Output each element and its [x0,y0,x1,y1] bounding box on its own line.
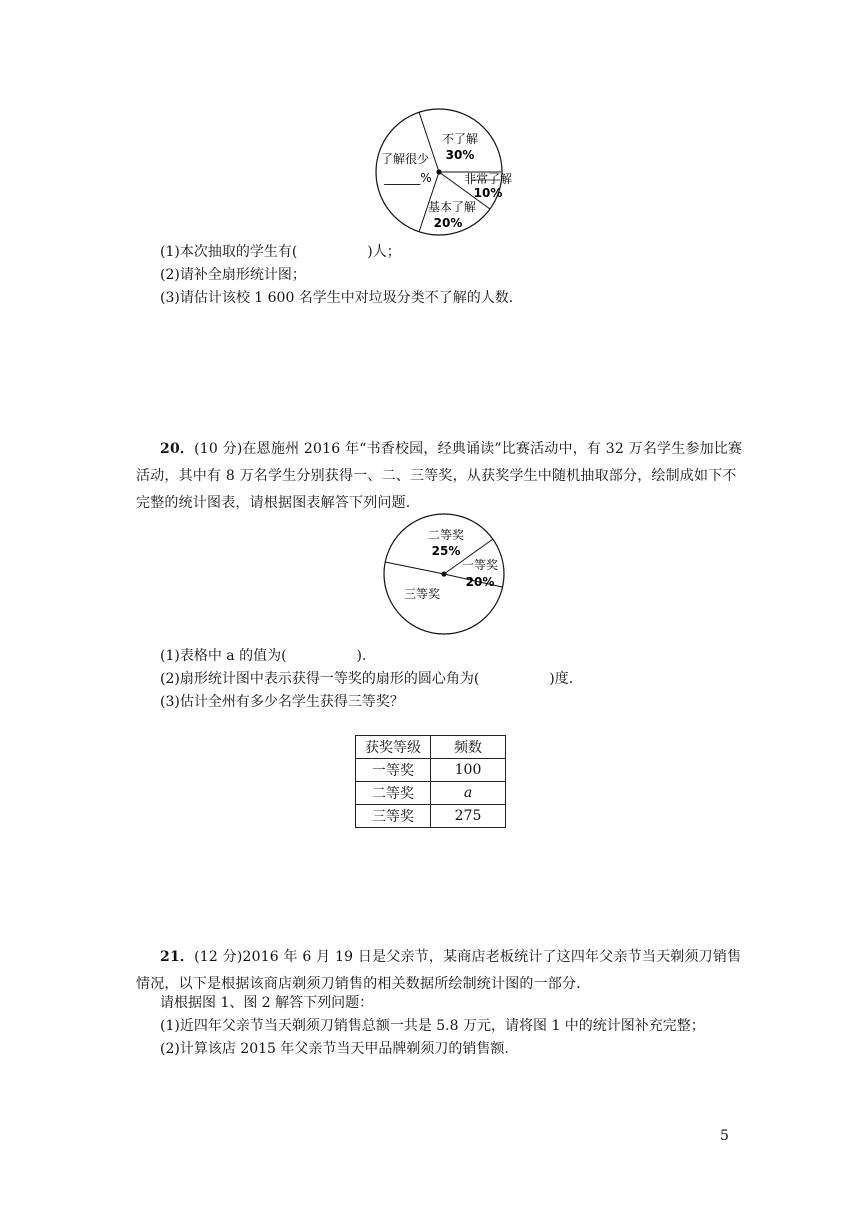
q19-pie-chart [360,100,530,260]
q19-label-buliaojie: 不了解 [441,132,479,146]
table-header-cell: 频数 [431,736,506,759]
q20-question-text: (10 分)在恩施州 2016 年“书香校园，经典诵读”比赛活动中，有 32 万名学生参加比赛活动，其中有 8 万名学生分别获得一、二、三等奖，从获奖学生中随机抽取部分，绘制成如下不完整的统计图表，请根据图表解答下列问题. [136,441,743,511]
q20-divider-left-top [385,562,444,574]
q21-question-text: (12 分)2016 年 6 月 19 日是父亲节，某商店老板统计了这四年父亲节当天剃须刀销售情况，以下是根据该商店剃须刀销售的相关数据所绘制统计图的一部分. [136,949,742,992]
q21-number: 21． [160,949,195,965]
q20-label-second-pct: 25% [431,544,461,558]
table-header-cell: 获奖等级 [356,736,431,759]
table-cell: 二等奖 [356,782,431,805]
q19-item-3: (3)请估计该校 1 600 名学生中对垃圾分类不了解的人数. [160,290,514,306]
table-row [356,782,506,805]
q20-item-2: (2)扇形统计图中表示获得一等奖的扇形的圆心角为( )度. [160,671,574,687]
table-cell: 三等奖 [356,805,431,828]
table-cell: 一等奖 [356,759,431,782]
q19-item-1: (1)本次抽取的学生有( )人； [160,244,401,260]
q20-label-first: 一等奖 [461,558,499,572]
q20-label-third: 三等奖 [403,587,441,601]
table-cell: 100 [431,759,506,782]
q19-label-feichang-pct: 10% [473,186,503,200]
table-header-row [356,736,506,759]
q20-item-3: (3)估计全州有多少名学生获得三等奖？ [160,694,404,710]
q19-label-jiben: 基本了解 [427,200,477,214]
q20-number: 20． [160,441,195,457]
q19-label-henshao-pct: ______% [384,171,432,185]
q21-text [136,944,748,998]
q19-label-feichang: 非常了解 [463,172,513,186]
q19-item-2: (2)请补全扇形统计图； [160,267,306,283]
q19-label-jiben-pct: 20% [433,216,463,230]
q20-center-dot [441,571,446,576]
q21-item-0: 请根据图 1、图 2 解答下列问题： [160,995,374,1011]
q21-item-2: (2)计算该店 2015 年父亲节当天甲品牌剃须刀的销售额. [160,1041,509,1057]
table-row [356,759,506,782]
table-cell: a [431,782,506,805]
page-number: 5 [720,1128,729,1144]
table-row [356,805,506,828]
q20-text [136,436,748,517]
q20-label-first-pct: 20% [465,575,495,589]
q19-label-buliaojie-pct: 30% [445,148,475,162]
q19-label-henshao: 了解很少 [380,152,430,166]
q20-pie-chart [380,512,510,642]
q20-award-table [355,735,506,828]
table-cell: 275 [431,805,506,828]
q19-center-dot [436,169,441,174]
q21-item-1: (1)近四年父亲节当天剃须刀销售总额一共是 5.8 万元，请将图 1 中的统计图补充完整； [160,1018,705,1034]
q20-item-1: (1)表格中 a 的值为( ). [160,648,367,664]
q20-label-second: 二等奖 [427,528,465,542]
